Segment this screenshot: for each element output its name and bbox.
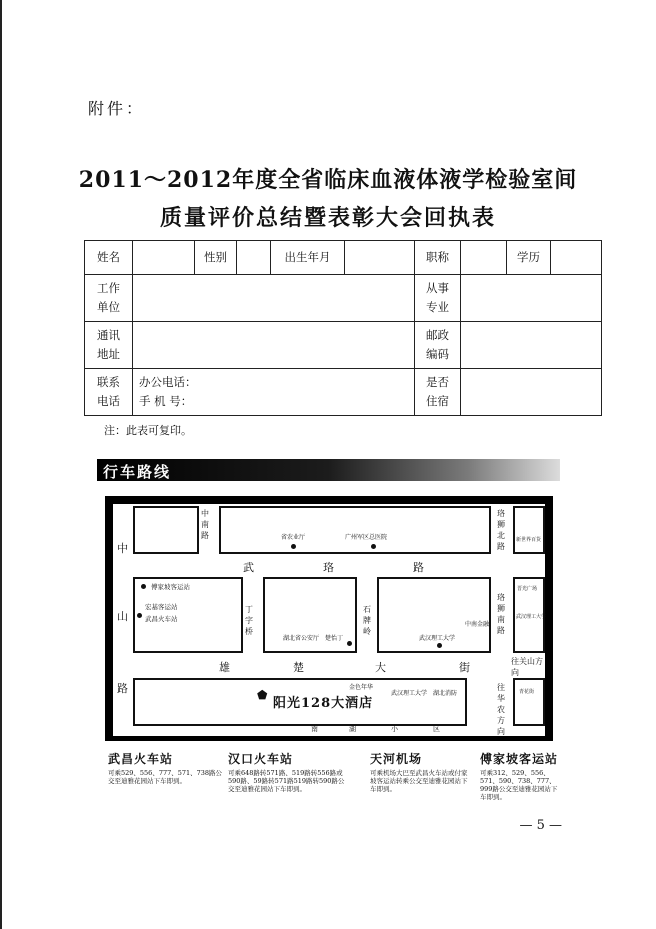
station-name: 武昌火车站 (108, 752, 174, 766)
label-address: 通讯 地址 (85, 322, 133, 369)
map-road-area (113, 504, 545, 736)
station-name: 天河机场 (370, 752, 423, 766)
road-nanhu-3: 小 (391, 725, 398, 733)
field-name[interactable] (133, 241, 195, 275)
doc-title-line1: 2011～2012年度全省临床血液体液学检验室间 (78, 167, 578, 193)
place-hubei-tax2: 湖北消防 (433, 690, 458, 697)
page-number: — 5 — (519, 818, 562, 833)
sunlight-hotel-label: 阳光128大酒店 (273, 696, 374, 711)
map-block-midright (513, 577, 545, 653)
map-dot (137, 613, 142, 618)
route-map (105, 496, 553, 741)
station-name: 傅家坡客运站 (480, 752, 559, 766)
road-nanhu-2: 湖 (349, 725, 356, 733)
field-address[interactable] (133, 322, 415, 369)
place-wut2: 武汉理工大学 (391, 690, 428, 697)
field-specialty[interactable] (461, 275, 602, 322)
road-xiongchu-3: 大 (375, 661, 386, 674)
place-guangzhou-hospital: 广州军区总医院 (345, 534, 388, 541)
label-postcode: 邮政 编码 (415, 322, 461, 369)
map-block-center (263, 577, 357, 653)
map-block-top (219, 506, 491, 554)
map-dot (437, 643, 442, 648)
place-zhongnan-bank: 中南金融 (465, 621, 490, 628)
station-wuchang (108, 750, 228, 785)
map-block-bottom (133, 678, 467, 726)
label-birth: 出生年月 (271, 241, 345, 275)
mobile-label: 手 机 号： (139, 394, 193, 408)
road-xiongchu-4: 街 (459, 661, 470, 674)
road-zhongshan-1: 中 (117, 542, 128, 555)
map-block-topright (513, 506, 545, 554)
map-block-bottomright (513, 678, 545, 726)
map-dot (291, 544, 296, 549)
road-luoshi-north: 珞狮北路 (497, 509, 505, 551)
label-contact: 联系 电话 (85, 369, 133, 416)
station-desc: 可乘机场大巴至武昌火车站或付家坡客运站转乘公交至迪雅花园站下车即到。 (370, 769, 468, 793)
field-contact[interactable] (133, 369, 415, 416)
route-banner (97, 459, 560, 481)
field-postcode[interactable] (461, 322, 602, 369)
field-lodging[interactable] (461, 369, 602, 416)
office-phone-label: 办公电话： (139, 375, 197, 389)
place-jingguang: 晋光广场 (517, 586, 538, 592)
road-shipai: 石牌岭 (363, 605, 371, 636)
label-name: 姓名 (85, 241, 133, 275)
road-nanhu-1: 南 (311, 725, 318, 733)
left-margin-line (0, 0, 2, 929)
label-lodging: 是否 住宿 (415, 369, 461, 416)
place-fujiapo: 傅家坡客运站 (151, 583, 190, 591)
station-desc: 可乘529、556、777、571、738路公交至迪雅花园站下车即到。 (108, 769, 223, 785)
road-luoshi-south: 珞狮南路 (497, 593, 505, 635)
label-gender: 性别 (195, 241, 237, 275)
place-sky: 青花街 (519, 689, 535, 695)
place-hubei-police: 湖北省公安厅 (283, 635, 320, 642)
road-zhongshan-3: 路 (117, 682, 128, 695)
label-work-unit: 工作 单位 (85, 275, 133, 322)
place-wushan: 武汉理工大学 (516, 614, 547, 620)
station-hankou (228, 750, 348, 793)
field-gender[interactable] (237, 241, 271, 275)
road-xiongchu-2: 楚 (293, 661, 304, 674)
road-zhongshan-2: 山 (117, 610, 128, 623)
place-province-hall: 省农业厅 (281, 534, 306, 541)
hotel-star-icon: ⬟ (257, 688, 268, 702)
place-chuyang: 楚怡丁 (325, 635, 344, 642)
label-education: 学历 (507, 241, 551, 275)
road-wangguan: 往关山方向 (511, 657, 543, 677)
attachment-label: 附件： (88, 99, 146, 118)
road-dingzi: 丁字桥 (245, 605, 253, 636)
station-tianhe (370, 750, 470, 793)
label-title: 职称 (415, 241, 461, 275)
doc-title-line2: 质量评价总结暨表彰大会回执表 (159, 205, 496, 231)
road-wuluo-1: 武 (243, 561, 254, 574)
field-education[interactable] (551, 241, 602, 275)
place-jinse: 金色年华 (349, 684, 374, 691)
map-block-centerright (377, 577, 491, 653)
field-title[interactable] (461, 241, 507, 275)
map-dot (371, 544, 376, 549)
road-wuluo-2: 珞 (323, 561, 334, 574)
map-block-topleft (133, 506, 199, 554)
place-wut: 武汉理工大学 (419, 635, 456, 642)
map-dot (347, 641, 352, 646)
station-desc: 可乘312、529、556、571、590、738、777、999路公交至迪雅花园站下车即到。 (480, 769, 558, 801)
road-xiongchu-1: 雄 (219, 661, 230, 674)
route-title: 行车路线 (103, 463, 172, 481)
map-block-midleft (133, 577, 243, 653)
place-xinshijie: 新世界百货 (516, 537, 542, 543)
field-work-unit[interactable] (133, 275, 415, 322)
field-birth[interactable] (345, 241, 415, 275)
label-specialty: 从事 专业 (415, 275, 461, 322)
receipt-form-table (84, 240, 602, 416)
road-wuluo-3: 路 (413, 561, 424, 574)
form-note: 注：此表可复印。 (104, 424, 192, 437)
road-wanghua: 往华农方向 (497, 683, 505, 736)
road-zhongnan: 中南路 (201, 509, 209, 540)
station-desc: 可乘648路转571路、519路转556路或590路、59路转571路519路转590路公交至迪雅花园站下车即到。 (228, 769, 345, 793)
place-wuchang-station: 武昌火车站 (145, 615, 178, 623)
road-nanhu-4: 区 (433, 725, 440, 733)
station-fujiapo (480, 750, 562, 801)
place-hongji: 宏基客运站 (145, 603, 178, 611)
station-name: 汉口火车站 (228, 752, 294, 766)
map-dot (141, 584, 146, 589)
